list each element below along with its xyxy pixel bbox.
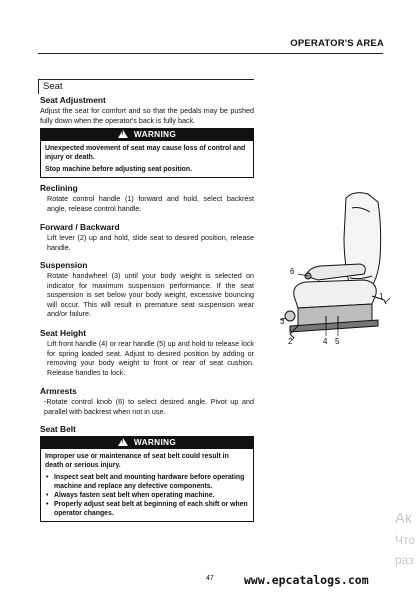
warning-bullet: • Inspect seat belt and mounting hardware before operating machine and replace any defective components. <box>45 473 249 491</box>
warning-box-seat-belt <box>40 436 254 522</box>
callout-3: 3 <box>280 317 285 326</box>
leader-line-1 <box>386 298 390 302</box>
warning-header <box>40 128 254 140</box>
warning-header <box>40 436 254 448</box>
seat-belt-heading: Seat Belt <box>40 424 76 434</box>
warning-line: Stop machine before adjusting seat position. <box>45 166 193 173</box>
forward-backward-text: Lift lever (2) up and hold, slide seat to desired position, release handle. <box>47 233 254 252</box>
callout-2: 2 <box>288 337 293 346</box>
callout-5: 5 <box>335 337 340 346</box>
warning-triangle-icon <box>118 130 128 138</box>
warning-label: WARNING <box>133 437 177 447</box>
handwheel-3 <box>285 311 295 321</box>
seat-height-heading: Seat Height <box>40 328 87 338</box>
page-header-title: OPERATOR'S AREA <box>290 38 384 49</box>
forward-backward-block <box>40 223 254 252</box>
watermark-line: Что <box>395 533 416 547</box>
seat-adjustment-block <box>40 96 254 125</box>
seat-height-text: Lift front handle (4) or rear handle (5) up and hold to release lock for spring loaded seat. Adjust to desired position by adding or removing your body weight to front or rear of seat cushion. Release handles to lock. <box>47 339 254 377</box>
warning-bullet-list <box>45 473 249 518</box>
suspension-block <box>40 261 254 318</box>
callout-1: 1 <box>379 292 384 301</box>
seat-adjustment-heading: Seat Adjustment <box>40 95 106 105</box>
seat-belt-block <box>40 425 254 435</box>
seat-height-block <box>40 329 254 377</box>
armrests-block <box>40 387 254 416</box>
warning-box-seat <box>40 128 254 178</box>
header-divider <box>38 53 383 54</box>
callout-4: 4 <box>323 337 328 346</box>
seat-cushion <box>294 280 377 308</box>
page-number: 47 <box>206 575 214 582</box>
warning-body <box>40 448 254 522</box>
armrests-text: -Rotate control knob (6) to select desired angle. Pivot up and parallel with backrest when not in use. <box>44 397 254 416</box>
seat-diagram <box>268 168 396 348</box>
reclining-block <box>40 184 254 213</box>
reclining-heading: Reclining <box>40 183 78 193</box>
seat-backrest <box>344 193 381 294</box>
armrests-heading: Armrests <box>40 386 77 396</box>
seat-adjustment-text: Adjust the seat for comfort and so that the pedals may be pushed fully down when the operator's back is fully back. <box>40 106 254 125</box>
callout-6: 6 <box>290 267 295 276</box>
warning-body <box>40 140 254 178</box>
warning-bullet: • Always fasten seat belt when operating machine. <box>45 491 249 500</box>
suspension-text: Rotate handwheel (3) until your body weight is selected on indicator for maximum suspension performance. If the seat suspension is set below your body weight, excessive bouncing will occur. This will result in premature seat suspension wear and/or failure. <box>47 271 254 319</box>
section-title-bar <box>38 80 254 94</box>
forward-backward-heading: Forward / Backward <box>40 222 120 232</box>
warning-line: Unexpected movement of seat may cause loss of control and injury or death. <box>45 145 246 161</box>
warning-bullet: • Properly adjust seat belt at beginning of each shift or when operator changes. <box>45 500 249 518</box>
suspension-heading: Suspension <box>40 260 88 270</box>
website-link[interactable]: www.epcatalogs.com <box>244 573 369 587</box>
warning-triangle-icon <box>118 438 128 446</box>
section-title: Seat <box>43 81 63 92</box>
watermark-line: Ак <box>395 510 412 527</box>
watermark-line: раз <box>395 553 414 567</box>
warning-label: WARNING <box>133 129 177 139</box>
warning-intro: Improper use or maintenance of seat belt could result in death or serious injury. <box>45 453 229 469</box>
reclining-text: Rotate control handle (1) forward and hold, select backrest angle, release control handle. <box>47 194 254 213</box>
